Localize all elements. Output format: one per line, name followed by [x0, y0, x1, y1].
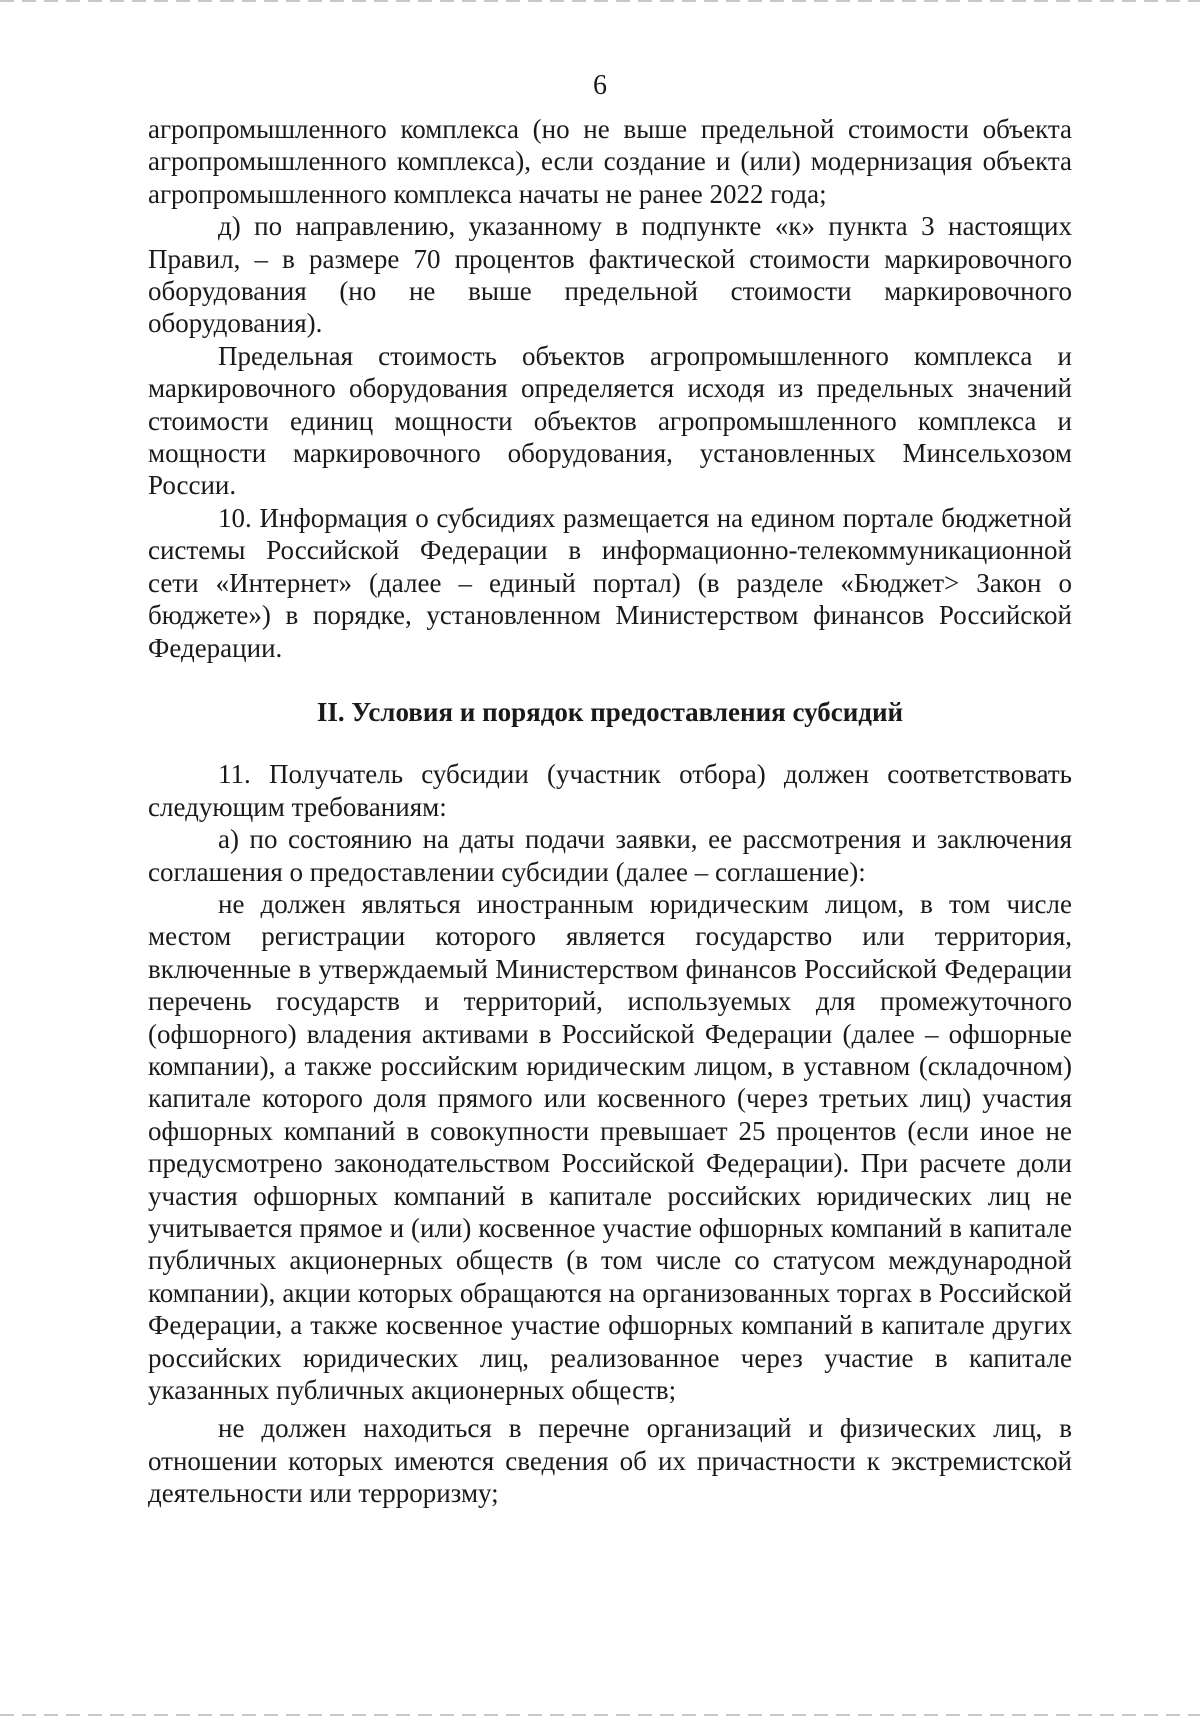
document-body [148, 113, 1072, 1510]
paragraph-continuation: агропромышленного комплекса (но не выше предельной стоимости объекта агропромышленного комплекса), если создание и (или) модернизация объекта агропромышленного комплекса начаты не ранее 2022 года; [148, 114, 1072, 209]
section-heading: II. Условия и порядок предоставления субсидий [316, 696, 904, 727]
page-number: 6 [593, 70, 607, 101]
scan-top-edge [0, 0, 1200, 2]
paragraph-item-11: 11. Получатель субсидии (участник отбора) должен соответствовать следующим требованиям: [148, 759, 1072, 822]
paragraph-item-d: д) по направлению, указанному в подпункте «к» пункта 3 настоящих Правил, – в размере 70 процентов фактической стоимости маркировочного оборудования (но не выше предельной стоимости маркировочного оборудования). [148, 211, 1072, 339]
paragraph-item-11a: а) по состоянию на даты подачи заявки, ее рассмотрения и заключения соглашения о предоставлении субсидии (далее – соглашение): [148, 824, 1072, 887]
paragraph-extremism-list: не должен находиться в перечне организаций и физических лиц, в отношении которых имеются сведения об их причастности к экстремистской деятельности или терроризму; [148, 1413, 1072, 1509]
paragraph-foreign-entity: не должен являться иностранным юридическим лицом, в том числе местом регистрации которого является государство или территория, включенные в утверждаемый Министерством финансов Российской Федерации перечень государств и территорий, используемых для промежуточного (офшорного) владения активами в Российской Федерации (далее – офшорные компании), а также российским юридическим лицом, в уставном (складочном) капитале которого доля прямого или косвенного (через третьих лиц) участия офшорных компаний в совокупности превышает 25 процентов (если иное не предусмотрено законодательством Российской Федерации). При расчете доли участия офшорных компаний в капитале российских юридических лиц не учитывается прямое и (или) косвенное участие офшорных компаний в капитале публичных акционерных обществ (в том числе со статусом международной компании), акции которых обращаются на организованных торгах в Российской Федерации, а также косвенное участие офшорных компаний в капитале других российских юридических лиц, реализованное через участие в капитале указанных публичных акционерных обществ; [148, 888, 1072, 1406]
paragraph-item-10: 10. Информация о субсидиях размещается на едином портале бюджетной системы Российской Федерации в информационно-телекоммуникационной сети «Интернет» (далее – единый портал) (в разделе «Бюджет> Закон о бюджете») в порядке, установленном Министерством финансов Российской Федерации. [148, 502, 1072, 663]
paragraph-limit-cost: Предельная стоимость объектов агропромышленного комплекса и маркировочного оборудования определяется исходя из предельных значений стоимости единиц мощности объектов агропромышленного комплекса и мощности маркировочного оборудования, установленных Минсельхозом России. [148, 340, 1072, 501]
